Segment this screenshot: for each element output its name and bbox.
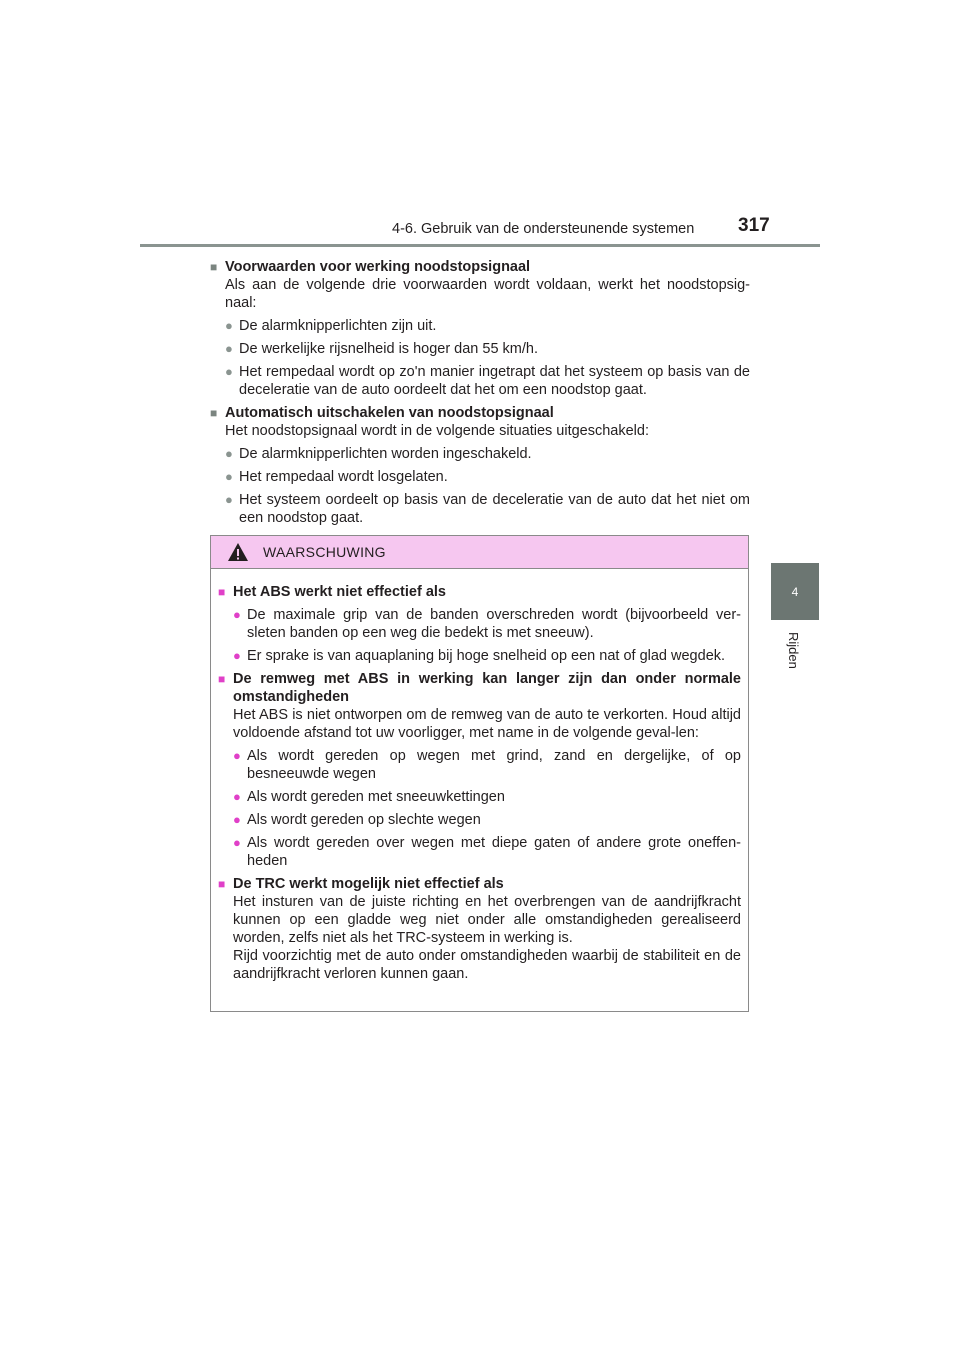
header-divider: [140, 244, 820, 247]
section-text: Het noodstopsignaal wordt in de volgende situaties uitgeschakeld:: [225, 423, 649, 439]
round-bullet-icon: ●: [225, 469, 233, 484]
warning-heading: ■ De TRC werkt mogelijk niet effectief als: [218, 876, 504, 892]
round-bullet-icon: ●: [233, 812, 241, 827]
warning-header: [211, 536, 748, 569]
section-text: Als aan de volgende drie voorwaarden wordt voldaan, werkt het noodstopsig-naal:: [225, 277, 750, 311]
warning-box: [210, 535, 749, 1012]
warning-triangle-icon: [227, 542, 249, 562]
page-number: 317: [738, 215, 770, 236]
list-item: ● De maximale grip van de banden overschreden wordt (bijvoorbeeld ver-sleten banden op een weg die bedekt is met sneeuw).: [233, 607, 741, 641]
list-item: ● Als wordt gereden met sneeuwkettingen: [233, 789, 505, 805]
list-item: ● De werkelijke rijsnelheid is hoger dan 55 km/h.: [225, 341, 539, 357]
round-bullet-icon: ●: [233, 607, 241, 622]
round-bullet-icon: ●: [233, 648, 241, 663]
square-bullet-icon: ■: [210, 260, 218, 274]
chapter-tab-number: 4: [791, 584, 799, 599]
chapter-tab: [771, 563, 819, 620]
round-bullet-icon: ●: [233, 789, 241, 804]
round-bullet-icon: ●: [225, 318, 233, 333]
round-bullet-icon: ●: [225, 492, 233, 507]
list-item: ● Als wordt gereden over wegen met diepe gaten of andere grote oneffen-heden: [233, 835, 741, 869]
list-item: ● De alarmknipperlichten zijn uit.: [225, 318, 437, 334]
warning-text: Rijd voorzichtig met de auto onder omstandigheden waarbij de stabiliteit en de aandrijfkracht verloren kunnen gaan.: [233, 948, 741, 982]
list-item: ● Het rempedaal wordt losgelaten.: [225, 469, 448, 485]
chapter-tab-label: Rijden: [786, 632, 801, 669]
list-item: ● De alarmknipperlichten worden ingeschakeld.: [225, 446, 532, 462]
main-content: [210, 254, 750, 527]
warning-title: WAARSCHUWING: [263, 544, 386, 560]
warning-body: [211, 569, 748, 983]
square-bullet-icon: ■: [218, 585, 226, 599]
round-bullet-icon: ●: [225, 341, 233, 356]
warning-text: Het ABS is niet ontworpen om de remweg van de auto te verkorten. Houd altijd voldoende afstand tot uw voorligger, met name in de volgende geval-len:: [233, 707, 741, 741]
warning-text: Het insturen van de juiste richting en het overbrengen van de aandrijfkracht kunnen op een gladde weg niet onder alle omstandigheden gerealiseerd worden, zelfs niet als het TRC-systeem in werking is.: [233, 894, 741, 946]
list-item: ● Het systeem oordeelt op basis van de deceleratie van de auto dat het niet om een noodstop gaat.: [225, 492, 750, 526]
round-bullet-icon: ●: [225, 446, 233, 461]
round-bullet-icon: ●: [233, 835, 241, 850]
list-item: ● Als wordt gereden op wegen met grind, zand en dergelijke, of op besneeuwde wegen: [233, 748, 741, 782]
square-bullet-icon: ■: [218, 672, 226, 686]
list-item: ● Het rempedaal wordt op zo'n manier ingetrapt dat het systeem op basis van de deceleratie van de auto oordeelt dat het om een noodstop gaat.: [225, 364, 750, 398]
square-bullet-icon: ■: [218, 877, 226, 891]
warning-heading: ■ De remweg met ABS in werking kan langer zijn dan onder normale omstandigheden: [218, 671, 741, 705]
warning-heading: ■ Het ABS werkt niet effectief als: [218, 584, 446, 600]
square-bullet-icon: ■: [210, 406, 218, 420]
section-heading: ■ Automatisch uitschakelen van noodstopsignaal: [210, 405, 554, 421]
round-bullet-icon: ●: [233, 748, 241, 763]
list-item: ● Er sprake is van aquaplaning bij hoge snelheid op een nat of glad wegdek.: [233, 648, 726, 664]
section-heading: ■ Voorwaarden voor werking noodstopsignaal: [210, 259, 531, 275]
chapter-title: 4-6. Gebruik van de ondersteunende systemen: [392, 221, 695, 237]
list-item: ● Als wordt gereden op slechte wegen: [233, 812, 481, 828]
round-bullet-icon: ●: [225, 364, 233, 379]
